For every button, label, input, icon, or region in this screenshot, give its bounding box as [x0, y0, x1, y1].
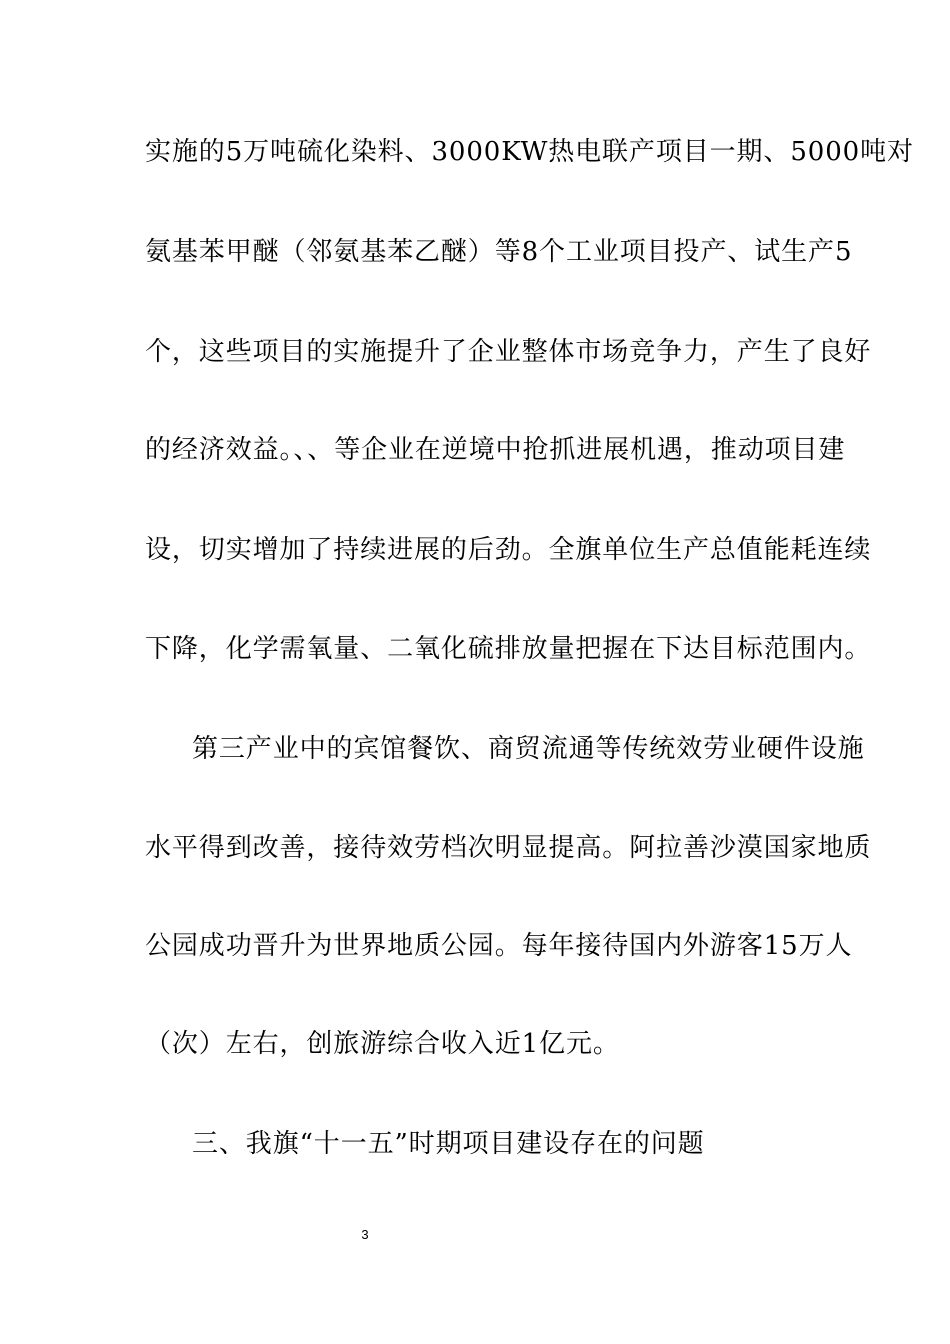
paragraph-line-7: 第三产业中的宾馆餐饮、商贸流通等传统效劳业硬件设施: [192, 734, 865, 764]
section-heading: 三、我旗“十一五”时期项目建设存在的问题: [192, 1129, 705, 1159]
page-number: 3: [361, 1227, 369, 1242]
paragraph-line-10: （次）左右，创旅游综合收入近1亿元。: [145, 1029, 620, 1059]
paragraph-line-5: 设，切实增加了持续进展的后劲。全旗单位生产总值能耗连续: [145, 535, 872, 565]
paragraph-line-3: 个，这些项目的实施提升了企业整体市场竞争力，产生了良好: [145, 337, 872, 367]
paragraph-line-9: 公园成功晋升为世界地质公园。每年接待国内外游客15万人: [145, 931, 853, 961]
paragraph-line-6: 下降，化学需氧量、二氧化硫排放量把握在下达目标范围内。: [145, 634, 872, 664]
paragraph-line-4: 的经济效益。、、等企业在逆境中抢抓进展机遇，推动项目建: [145, 435, 846, 465]
paragraph-line-8: 水平得到改善，接待效劳档次明显提高。阿拉善沙漠国家地质: [145, 833, 872, 863]
paragraph-line-2: 氨基苯甲醚（邻氨基苯乙醚）等8个工业项目投产、试生产5: [145, 237, 853, 267]
paragraph-line-1: 实施的5万吨硫化染料、3000KW热电联产项目一期、5000吨对: [145, 137, 914, 167]
